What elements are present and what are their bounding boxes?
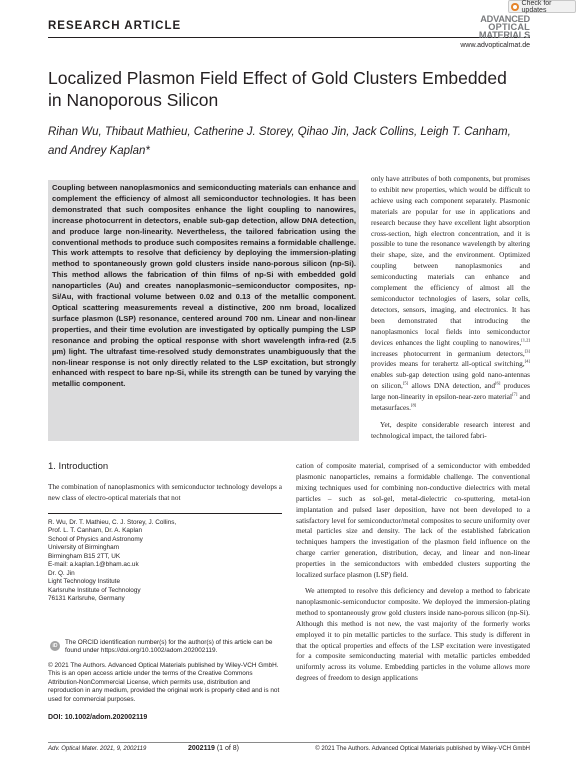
text-run: increases photocurrent in germanium detectors, (371, 348, 525, 358)
article-number: 2002119 (188, 745, 215, 752)
journal-url-link[interactable]: www.advopticalmat.de (460, 42, 530, 49)
affiliation-line: University of Birmingham (48, 544, 120, 552)
check-updates-button[interactable] (508, 0, 576, 13)
citation[interactable]: [3] (524, 348, 530, 354)
journal-logo-line1: ADVANCED (480, 14, 530, 24)
journal-logo-line2: OPTICAL (488, 22, 530, 32)
author-list (48, 123, 518, 161)
check-updates-icon (511, 3, 519, 11)
right-column-text (371, 174, 530, 442)
affiliation-line: R. Wu, Dr. T. Mathieu, C. J. Storey, J. Collins, (48, 519, 177, 526)
text-run: produces large non-linearity in epsilon-near-zero material (371, 381, 531, 402)
middle-column-text (296, 461, 530, 684)
citation[interactable]: [8] (410, 402, 417, 408)
introduction-paragraph: The combination of nanoplasmonics with semiconductor technology develops a new class of electro-optical materials that not (48, 482, 282, 502)
affiliation-line: Birmingham B15 2TT, UK (48, 552, 121, 560)
page-of: (1 of 8) (216, 745, 240, 752)
abstract-text: Coupling between nanoplasmonics and semiconducting materials can enhance and complement the efficiency of almost all semiconductor technologies. It has been demonstrated that such composites enhance the light coupling to nanowires, increase photocurrent in detectors, enable sub-gap detection, allow DNA detection, and produce large non-linearity. Nevertheless, the tailored fabrication using the conventional methods to produce such composites remains a formidable challenge. This work attempts to resolve that deficiency by deploying the immersion-plating method to spontaneously grown gold clusters inside nano-porous silicon (np-Si). This method allows the fabrication of thin films of np-Si with embedded gold nanoparticles (Au) and creates nanoplasmonic–semiconductor composites, np-Si/Au, with fractional volume between 0.02 and 0.13 of the metallic component. Optical scattering measurements reveal a distinctive, 200 nm broad, localized surface plasmon (LSP) resonance, centered around 700 nm. Linear and non-linear properties, and their time evolution are investigated by optically pumping the LSP resonance and probing the optical response with short wavelength infra-red (2.5 µm) light. The ultrafast time-resolved study demonstrates unambiguously that the non-linear response is not only directly related to the LSP excitation, but strongly enhanced with respect to bare np-Si, while its strength can be tuned by varying the metallic component. (52, 183, 356, 389)
journal-logo-line3: MATERIALS (478, 30, 530, 40)
right-paragraph-2: Yet, despite considerable research interest and technological impact, the tailored fabri- (371, 419, 530, 440)
citation[interactable]: [1,2] (521, 337, 530, 343)
header-rule (48, 37, 530, 38)
affiliation-line: School of Physics and Astronomy (48, 535, 143, 543)
affiliation-line: 76131 Karlsruhe, Germany (48, 595, 125, 603)
affiliation-rule (48, 513, 282, 514)
text-run: provides means for terahertz all-optical switching, (371, 359, 525, 369)
middle-paragraph-2: We attempted to resolve this deficiency and develop a method to fabricate nanoplasmonic-semiconductor composite. We deployed the immersion-plating method to spontaneously grow gold clusters inside nano-porous silicon (np-Si). Although this method is not new, the vast majority of the formerly works employed it to pin metallic particles to the surface. This study is different in that the optical properties and effects of the LSP excitation were investigated for a composite semiconducting material with metallic particles embedded uniformly across its volume. Embedding particles in the volume allows more degrees of freedom to design applications (296, 585, 530, 683)
affiliation-line: Dr. Q. Jin (48, 569, 75, 577)
citation[interactable]: [4] (524, 358, 530, 364)
affiliation-line: Prof. L. T. Canham, Dr. A. Kaplan (48, 527, 143, 535)
journal-logo (462, 15, 530, 39)
orcid-icon: iD (50, 641, 60, 651)
footer-copyright: © 2021 The Authors. Advanced Optical Materials published by Wiley-VCH GmbH (315, 746, 530, 752)
text-run: allows DNA detection, and (408, 381, 496, 391)
text-run: enables sub-gap detection using gold nano-antennas on silicon, (371, 370, 530, 391)
page-number (188, 745, 239, 752)
text-run: and metasurfaces. (371, 392, 530, 413)
check-updates-label: Check for updates (521, 0, 552, 14)
affiliation-line: Karlsruhe Institute of Technology (48, 586, 141, 594)
footer-rule (48, 742, 530, 743)
affiliation-line: Light Technology Institute (48, 578, 121, 586)
citation[interactable]: [7] (512, 391, 518, 397)
citation[interactable]: [5] (402, 380, 409, 386)
section-heading-introduction: 1. Introduction (48, 461, 109, 472)
license-text: © 2021 The Authors. Advanced Optical Materials published by Wiley-VCH GmbH. This is an open access article under the terms of the Creative Commons Attribution-NonCommercial License, which permits use, distribution and reproduction in any medium, provided the original work is properly cited and is not used for commercial purposes. (48, 662, 280, 703)
article-title: Localized Plasmon Field Effect of Gold Clusters Embedded in Nanoporous Silicon (48, 68, 507, 110)
author-line-2: and Andrey Kaplan* (48, 145, 150, 157)
affiliation-block (48, 519, 282, 604)
footer-citation: Adv. Optical Mater. 2021, 9, 2002119 (48, 746, 147, 752)
middle-paragraph-1: cation of composite material, comprised of a semiconductor with embedded plasmonic nanoparticles, remains a formidable challenge. The conventional mixing techniques used for combining non-conductive dielectrics with metal particles – such as sol-gel, metal-dielectric co-sputtering, metal-ion implantation and pulsed laser deposition, have not been developed to a satisfactory level for semiconductor/metal composites to secure uniformity over metal particles size and density. The lack of the established fabrication techniques hampers the investigation of the plasmon field influence on the charge carrier generation, distribution, decay, and linear and non-linear properties in the semiconductors with embedded clusters supporting the localized surface plasmon (LSP) field. (296, 461, 530, 580)
orcid-note[interactable]: The ORCID identification number(s) for the author(s) of this article can be found under https://doi.org/10.1002/adom.202002119. (65, 639, 273, 655)
section-label: RESEARCH ARTICLE (48, 20, 182, 32)
email-link[interactable]: E-mail: a.kaplan.1@bham.ac.uk (48, 561, 139, 569)
author-line-1: Rihan Wu, Thibaut Mathieu, Catherine J. Storey, Qihao Jin, Jack Collins, Leigh T. Canham, (48, 126, 511, 138)
citation[interactable]: [6] (495, 380, 501, 386)
doi-link[interactable]: DOI: 10.1002/adom.202002119 (48, 714, 148, 721)
right-paragraph-1 (371, 174, 530, 414)
text-run: only have attributes of both components, but promises to exhibit new properties, which would be difficult to achieve using each component separately. Plasmonic materials are popular for use in applications and research because they have excellent light absorption cross-section, high electron concentration, and it is possible to tune the resonance wavelength by altering their shape, size, and the environment. Optimized coupling between nanoplasmonics and semiconducting materials can enhance and complement the efficiency of almost all the semiconductor technologies of lasers, solar cells, detectors, sensors, imaging, and electronics. It has been demonstrated that introducing the nanoplasmonics local fields into semiconductor devices enhances the light coupling to nanowires, (371, 174, 530, 347)
